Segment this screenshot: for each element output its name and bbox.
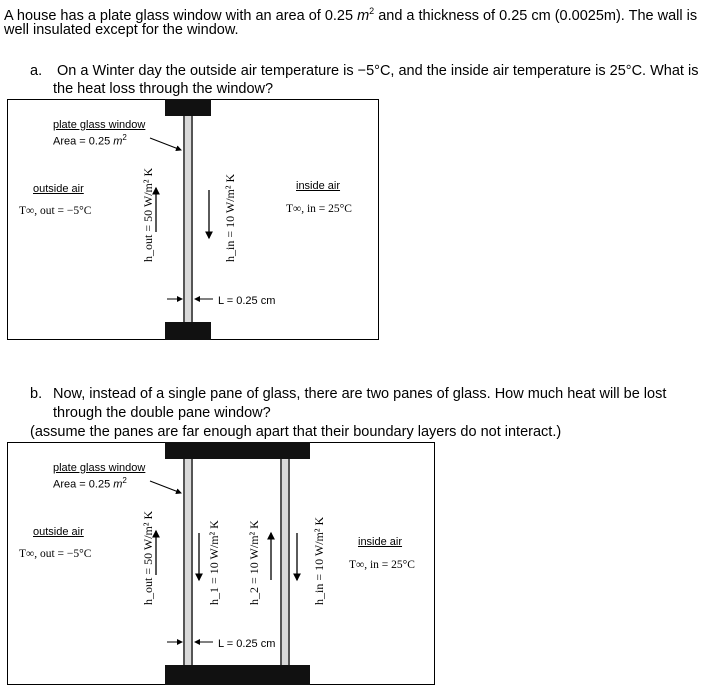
part-b-note: (assume the panes are far enough apart that their boundary layers do not interact.): [30, 424, 562, 440]
area-text: Area = 0.25: [53, 135, 114, 148]
diagram-b-arrows: [150, 481, 297, 642]
diagram-b-outside-title: outside air: [33, 526, 84, 538]
diagram-a-outside-temp: T∞, out = −5°C: [19, 205, 92, 217]
diagram-a-h-in-label: h_in = 10 W/m² K: [223, 173, 237, 262]
diagram-b-window-title: plate glass window: [53, 462, 146, 474]
diagram-b-h-out-label: h_out = 50 W/m² K: [141, 510, 155, 605]
diagram-b-h2-label: h_2 = 10 W/m² K: [247, 520, 261, 605]
part-a-marker: a.: [30, 63, 43, 79]
diagram-b-thickness-label: L = 0.25 cm: [218, 638, 276, 650]
diagram-b-inside-title: inside air: [358, 536, 403, 548]
diagram-a-inside-temp: T∞, in = 25°C: [286, 203, 352, 215]
part-a-line-2: the heat loss through the window?: [53, 81, 274, 97]
diagram-b-h1-label: h_1 = 10 W/m² K: [207, 520, 221, 605]
part-b-line-1: Now, instead of a single pane of glass, there are two panes of glass. How much heat will be lost: [53, 386, 667, 402]
area-unit: m: [113, 478, 123, 491]
diagram-b-window-pointer-arrow: [150, 481, 181, 493]
intro-unit: m: [357, 7, 370, 24]
intro-text: A house has a plate glass window with an area of 0.25: [4, 7, 358, 24]
area-superscript: 2: [122, 476, 127, 485]
diagram-a-arrows: [150, 138, 213, 299]
diagram-a-h-out-label: h_out = 50 W/m² K: [141, 167, 155, 262]
part-b-line-2: through the double pane window?: [53, 405, 271, 421]
area-text: Area = 0.25: [53, 478, 114, 491]
diagram-a-window-pointer-arrow: [150, 138, 181, 150]
diagram-a-outside-title: outside air: [33, 183, 84, 195]
area-unit: m: [113, 135, 123, 148]
diagram-b-outside-temp: T∞, out = −5°C: [19, 548, 92, 560]
diagram-a-inside-title: inside air: [296, 180, 341, 192]
part-a-line-1: On a Winter day the outside air temperature is −5°C, and the inside air temperature is 25°C. What is: [57, 63, 699, 79]
area-superscript: 2: [122, 133, 127, 142]
diagram-a-thickness-label: L = 0.25 cm: [218, 295, 276, 307]
diagram-b-h-in-label: h_in = 10 W/m² K: [312, 516, 326, 605]
intro-text-end: and a thickness of 0.25 cm (0.0025m). The wall is: [374, 7, 698, 24]
diagram-b-inside-temp: T∞, in = 25°C: [349, 559, 415, 571]
part-b-marker: b.: [30, 386, 43, 402]
intro-superscript: 2: [369, 6, 375, 16]
intro-line-2: well insulated except for the window.: [4, 22, 239, 38]
diagram-a-window-title: plate glass window: [53, 119, 146, 131]
